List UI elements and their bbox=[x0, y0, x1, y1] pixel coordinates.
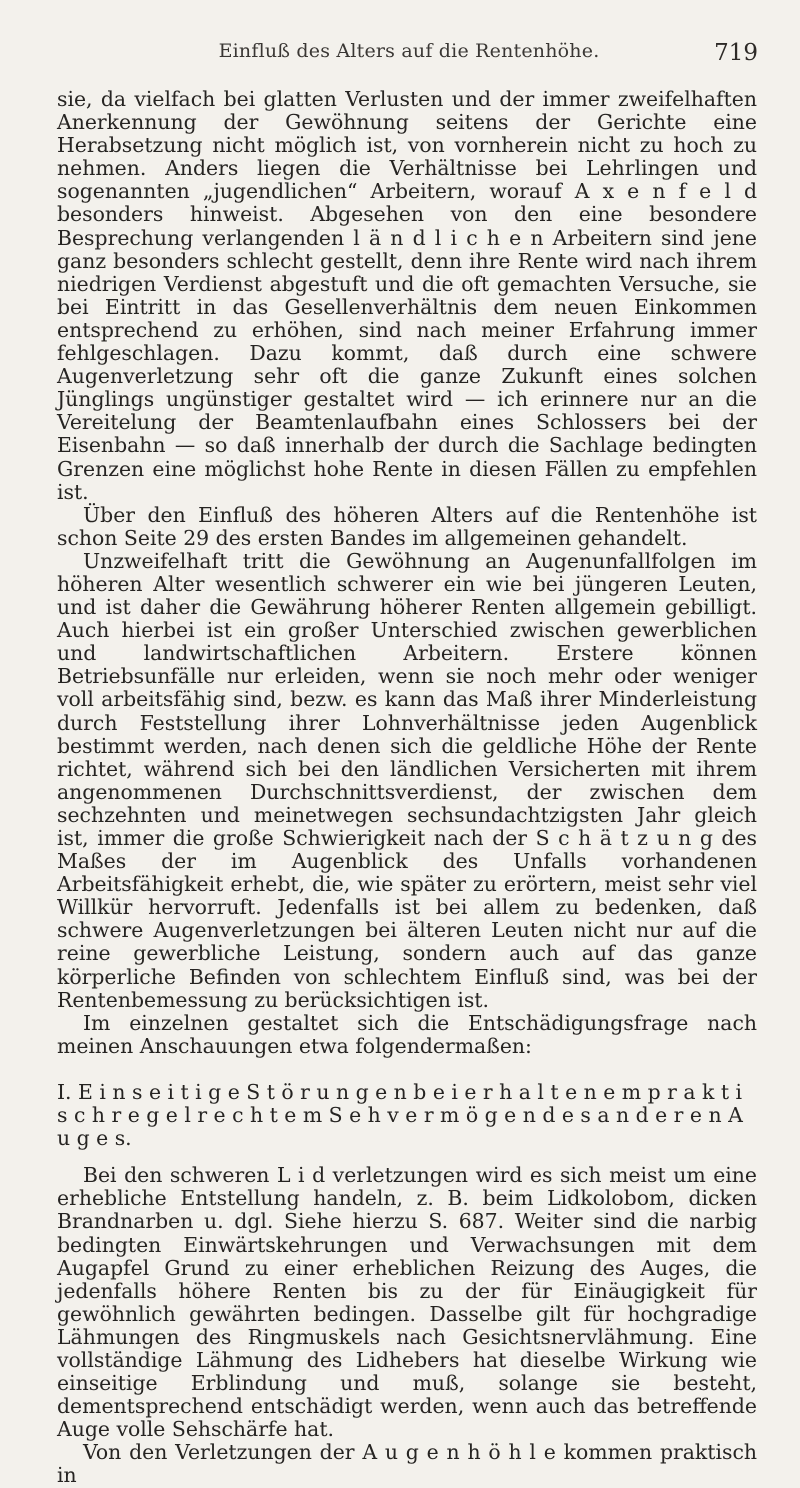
paragraph: Bei den schweren L i d verletzungen wird es sich meist um eine erhebliche Entstellung handeln, z. B. beim Lidkolobom, dicken Brandnarben u. dgl. Siehe hierzu S. 687. Weiter sind die narbig bedingten Einwärtskehrungen und Verwachsungen mit dem Augapfel Grund zu einer erheblichen Reizung des Auges, die jedenfalls höhere Renten bis zu der für Einäugigkeit für gewöhnlich gewährten bedingen. Dasselbe gilt für hochgradige Lähmungen des Ringmuskels nach Gesichtsnervlähmung. Eine vollständige Lähmung des Lidhebers hat dieselbe Wirkung wie einseitige Erblindung und muß, solange sie besteht, dementsprechend entschädigt werden, wenn auch das betreffende Auge volle Sehschärfe hat. bbox=[57, 1163, 757, 1442]
running-title: Einfluß des Alters auf die Rentenhöhe. bbox=[218, 40, 600, 62]
paragraph: Über den Einfluß des höheren Alters auf die Rentenhöhe ist schon Seite 29 des ersten Bandes im allgemeinen gehandelt. bbox=[57, 502, 757, 550]
running-header bbox=[60, 40, 758, 80]
paragraph: Unzweifelhaft tritt die Gewöhnung an Augenunfallfolgen im höheren Alter wesentlich schwerer ein wie bei jüngeren Leuten, und ist daher die Gewährung höherer Renten allgemein gebilligt. Auch hierbei ist ein großer Unterschied zwischen gewerblichen und landwirtschaftlichen Arbeitern. Erstere können Betriebsunfälle nur erleiden, wenn sie noch mehr oder weniger voll arbeitsfähig sind, bezw. es kann das Maß ihrer Minderleistung durch Feststellung ihrer Lohnverhältnisse jeden Augenblick bestimmt werden, nach denen sich die geldliche Höhe der Rente richtet, während sich bei den ländlichen Versicherten mit ihrem angenommenen Durchschnittsverdienst, der zwischen dem sechzehnten und meinetwegen sechsundachtzigsten Jahr gleich ist, immer die große Schwierigkeit nach der S c h ä t z u n g des Maßes der im Augenblick des Unfalls vorhandenen Arbeitsfähigkeit erhebt, die, wie später zu erörtern, meist sehr viel Willkür hervorruft. Jedenfalls ist bei allem zu bedenken, daß schwere Augenverletzungen bei älteren Leuten nicht nur auf die reine gewerbliche Leistung, sondern auch auf das ganze körperliche Befinden von schlechtem Einfluß sind, was bei der Rentenbemessung zu berücksichtigen ist. bbox=[57, 548, 757, 1012]
page-number: 719 bbox=[714, 40, 758, 66]
paragraph-continued: sie, da vielfach bei glatten Verlusten und der immer zweifelhaften Anerkennung der Gewöhnung seitens der Gerichte eine Herabsetzung nicht möglich ist, von vornherein nicht zu hoch zu nehmen. Anders liegen die Verhältnisse bei Lehrlingen und sogenannten „jugendlichen“ Arbeitern, worauf A x e n f e l d besonders hinweist. Abgesehen von den eine besondere Besprechung verlangenden l ä n d l i c h e n Arbeitern sind jene ganz besonders schlecht gestellt, denn ihre Rente wird nach ihrem niedrigen Verdienst abgestuft und die oft gemachten Versuche, sie bei Eintritt in das Gesellenverhältnis dem neuen Einkommen entsprechend zu erhöhen, sind nach meiner Erfahrung immer fehlgeschlagen. Dazu kommt, daß durch eine schwere Augenverletzung sehr oft die ganze Zukunft eines solchen Jünglings ungünstiger gestaltet wird — ich erinnere nur an die Vereitelung der Beamtenlaufbahn eines Schlossers bei der Eisenbahn — so daß innerhalb der durch die Sachlage bedingten Grenzen eine möglichst hohe Rente in diesen Fällen zu empfehlen ist. bbox=[57, 87, 757, 504]
paragraph: Im einzelnen gestaltet sich die Entschädigungsfrage nach meinen Anschauungen etwa folgendermaßen: bbox=[57, 1010, 757, 1058]
section-heading: I. E i n s e i t i g e S t ö r u n g e n b e i e r h a l t e n e m p r a k t i s c h r e g e l r e c h t e m S e h v e r m ö g e n d e s a n d e r e n A u g e s. bbox=[57, 1079, 743, 1151]
paragraph: Von den Verletzungen der A u g e n h ö h l e kommen praktisch in bbox=[57, 1440, 757, 1488]
body-text bbox=[57, 88, 757, 1488]
